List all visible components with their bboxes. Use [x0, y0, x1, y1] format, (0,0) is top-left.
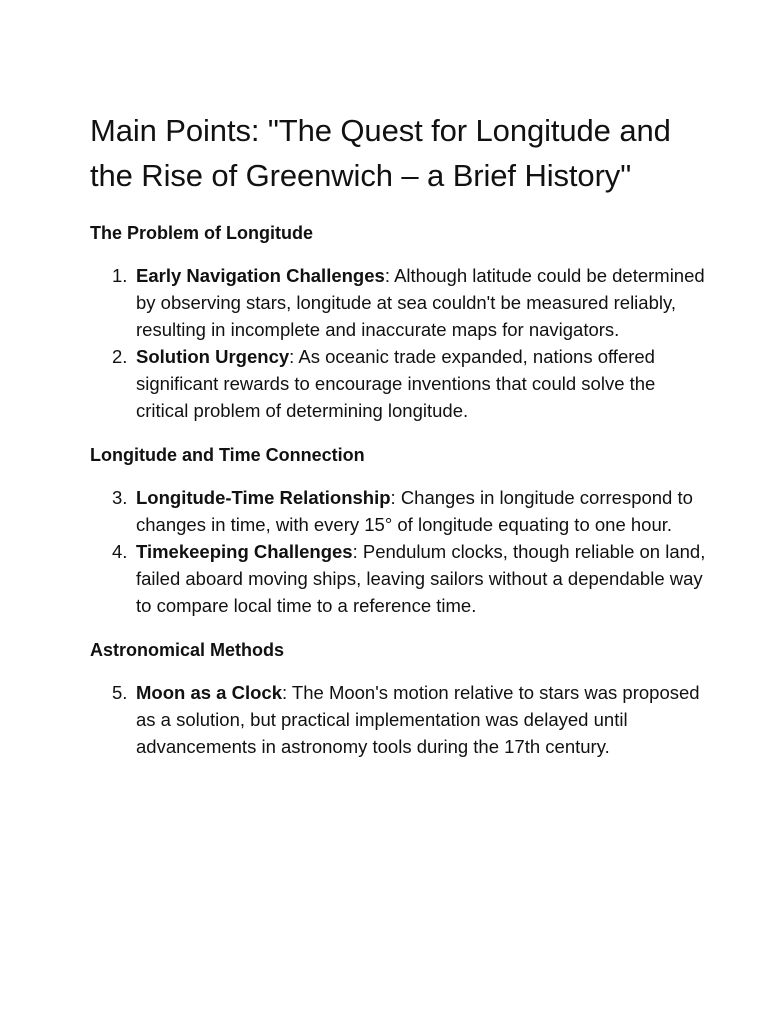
list-item-term: Solution Urgency [136, 346, 290, 367]
list-item-text: : As oceanic trade expanded, nations offered significant rewards to encourage inventions that could solve the critical problem of determining longitude. [136, 346, 656, 421]
section-longitude-time-connection [90, 442, 708, 619]
list-item [90, 343, 708, 424]
list-item-term: Moon as a Clock [136, 682, 282, 703]
page-title: Main Points: "The Quest for Longitude and the Rise of Greenwich – a Brief History" [90, 113, 671, 193]
list-item-text: : Changes in longitude correspond to changes in time, with every 15° of longitude equating to one hour. [136, 487, 693, 535]
list-item-number: 5. [112, 682, 128, 703]
list-item-number: 2. [112, 346, 128, 367]
list-item-term: Early Navigation Challenges [136, 265, 385, 286]
list-item-term: Longitude-Time Relationship [136, 487, 391, 508]
list-item-number: 3. [112, 487, 128, 508]
list-item [90, 538, 708, 619]
section-problem-of-longitude [90, 220, 708, 424]
list-item-number: 4. [112, 541, 128, 562]
list-item-text: : Pendulum clocks, though reliable on land, failed aboard moving ships, leaving sailors without a dependable way to compare local time to a reference time. [136, 541, 706, 616]
section-heading: The Problem of Longitude [90, 223, 313, 243]
points-list [90, 679, 708, 760]
points-list [90, 484, 708, 619]
list-item [90, 484, 708, 538]
list-item-number: 1. [112, 265, 128, 286]
list-item [90, 262, 708, 343]
section-heading: Longitude and Time Connection [90, 445, 365, 465]
points-list [90, 262, 708, 424]
list-item [90, 679, 708, 760]
section-astronomical-methods [90, 637, 708, 760]
section-heading: Astronomical Methods [90, 640, 285, 660]
list-item-text: : Although latitude could be determined by observing stars, longitude at sea couldn't be measured reliably, resulting in incomplete and inaccurate maps for navigators. [136, 265, 705, 340]
list-item-text: : The Moon's motion relative to stars was proposed as a solution, but practical implementation was delayed until advancements in astronomy tools during the 17th century. [136, 682, 700, 757]
list-item-term: Timekeeping Challenges [136, 541, 353, 562]
